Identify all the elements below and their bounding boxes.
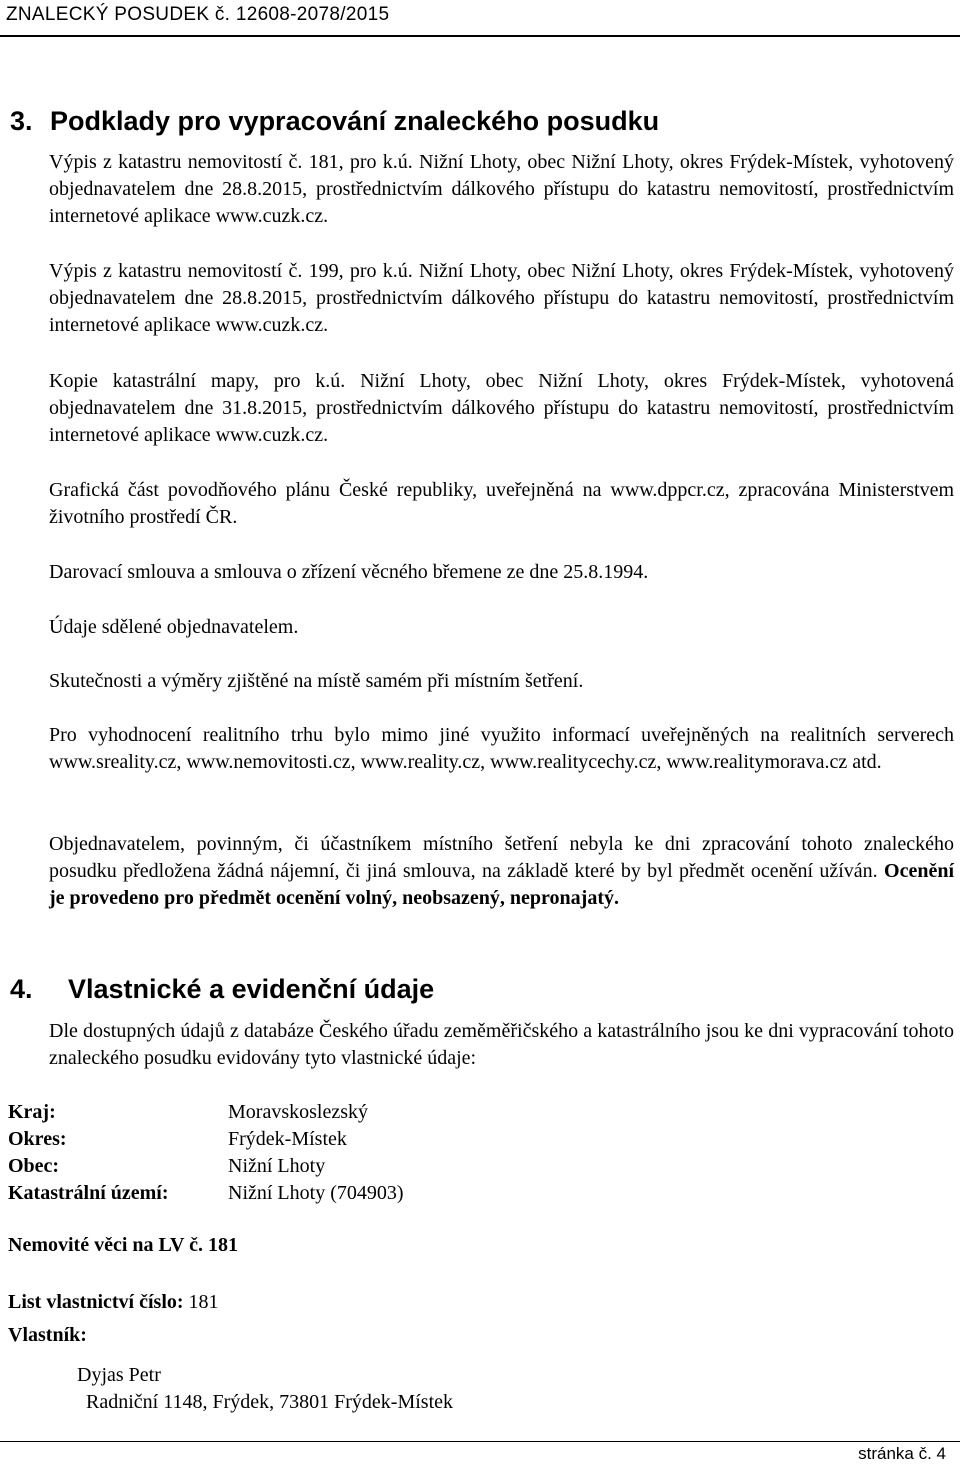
header-rule xyxy=(0,35,960,37)
owner-label-line xyxy=(8,1324,87,1347)
section-3-heading xyxy=(10,106,659,137)
section-3-number: 3. xyxy=(10,106,33,136)
document-title: ZNALECKÝ POSUDEK č. 12608-2078/2015 xyxy=(6,4,390,25)
lv-number-line xyxy=(8,1291,219,1314)
lv-heading xyxy=(8,1234,238,1257)
source-paragraph: Kopie katastrální mapy, pro k.ú. Nižní Lhoty, obec Nižní Lhoty, okres Frýdek-Místek, vyhotovená objednavatelem dne 31.8.2015, prostřednictvím dálkového přístupu do katastru nemovitostí, prostřednictvím internetové aplikace www.cuzk.cz. xyxy=(49,370,954,446)
lv-number-value: 181 xyxy=(188,1291,219,1313)
district-label: Okres: xyxy=(8,1128,67,1150)
cadastral-area-value: Nižní Lhoty (704903) xyxy=(228,1182,404,1204)
footer-rule xyxy=(0,1441,960,1442)
source-paragraph: Údaje sdělené objednavatelem. xyxy=(49,616,299,638)
cadastral-area-label: Katastrální území: xyxy=(8,1182,169,1204)
section-4-title: Vlastnické a evidenční údaje xyxy=(68,974,435,1004)
municipality-label: Obec: xyxy=(8,1155,60,1177)
lv-number-label: List vlastnictví číslo: xyxy=(8,1291,184,1313)
source-paragraph: Skutečnosti a výměry zjištěné na místě samém při místním šetření. xyxy=(49,670,584,692)
source-paragraph: Grafická část povodňového plánu České republiky, uveřejněná na www.dppcr.cz, zpracována Ministerstvem životního prostředí ČR. xyxy=(49,479,954,528)
source-paragraph: Výpis z katastru nemovitostí č. 181, pro k.ú. Nižní Lhoty, obec Nižní Lhoty, okres Frýdek-Místek, vyhotovený objednavatelem dne 28.8.2015, prostřednictvím dálkového přístupu do katastru nemovitostí, prostřednictvím internetové aplikace www.cuzk.cz. xyxy=(49,151,954,227)
source-paragraph: Pro vyhodnocení realitního trhu bylo mimo jiné využito informací uveřejněných na realitních serverech www.sreality.cz, www.nemovitosti.cz, www.reality.cz, www.realitycechy.cz, www.realitymorava.cz atd. xyxy=(49,724,954,773)
section-4-heading xyxy=(10,974,434,1005)
municipality-value: Nižní Lhoty xyxy=(228,1155,326,1177)
ownership-intro: Dle dostupných údajů z databáze Českého úřadu zeměměřičského a katastrálního jsou ke dni vypracování tohoto znaleckého posudku evidovány tyto vlastnické údaje: xyxy=(49,1020,954,1069)
owner-name: Dyjas Petr xyxy=(77,1364,161,1386)
source-paragraph: Výpis z katastru nemovitostí č. 199, pro k.ú. Nižní Lhoty, obec Nižní Lhoty, okres Frýdek-Místek, vyhotovený objednavatelem dne 28.8.2015, prostřednictvím dálkového přístupu do katastru nemovitostí, prostřednictvím internetové aplikace www.cuzk.cz. xyxy=(49,260,954,336)
section-3-title: Podklady pro vypracování znaleckého posudku xyxy=(50,106,660,136)
page-number: stránka č. 4 xyxy=(858,1444,946,1463)
owner-label: Vlastník: xyxy=(8,1324,87,1346)
page-header xyxy=(0,4,960,34)
section-4-number: 4. xyxy=(10,974,33,1004)
valuation-statement: Ocenění je provedeno pro předmět ocenění volný, neobsazený, nepronajatý. xyxy=(49,860,955,909)
lv-heading-text: Nemovité věci na LV č. 181 xyxy=(8,1234,238,1256)
region-value: Moravskoslezský xyxy=(228,1101,368,1123)
contracts-text: Objednavatelem, povinným, či účastníkem místního šetření nebyla ke dni zpracování tohoto znaleckého posudku předložena žádná nájemní, či jiná smlouva, na základě které by byl předmět ocenění užíván. xyxy=(49,833,954,882)
source-paragraph: Darovací smlouva a smlouva o zřízení věcného břemene ze dne 25.8.1994. xyxy=(49,561,649,583)
contracts-paragraph xyxy=(49,831,954,912)
district-value: Frýdek-Místek xyxy=(228,1128,347,1150)
region-label: Kraj: xyxy=(8,1101,56,1123)
owner-address: Radniční 1148, Frýdek, 73801 Frýdek-Místek xyxy=(86,1391,454,1413)
